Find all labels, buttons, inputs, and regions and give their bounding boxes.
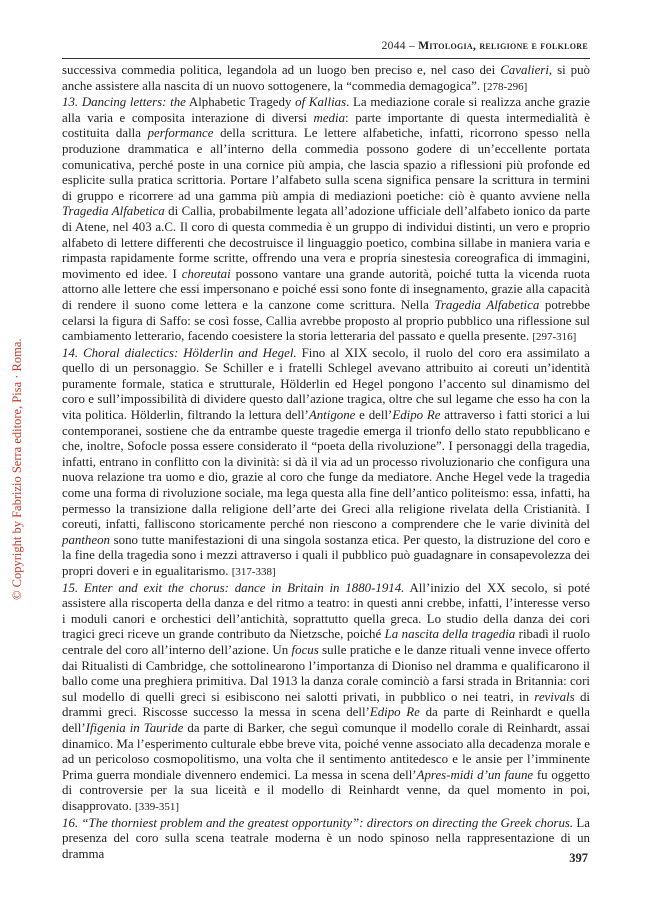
text-span: All’inizio del XX secolo, si poté assistere alla riscoperta della danza e del ritmo a teatro: in questi anni crebbe, infatti, l’interesse verso i moduli canori e orchestici dell’antichità, soprattutto quella greca. Lo studio della danza dei cori tragici greci riceve un grande contributo da Nietzsche, poiché	[62, 580, 590, 642]
text-span: fu oggetto di controversie per la sua liceità e il modello di Reinhardt venne, da quel momento in poi, disapprovato.	[62, 767, 590, 813]
paragraph-14	[62, 346, 590, 581]
italic-term: choreutai	[181, 266, 231, 281]
section-heading: 14. Choral dialectics: Hölderlin and Hegel.	[62, 345, 297, 360]
page-ref: [278-296]	[483, 80, 528, 93]
text-span: successiva commedia politica, legandola ad un luogo ben preciso e, nel caso dei	[62, 63, 501, 77]
section-heading: 16. “The thorniest problem and the greatest opportunity”: directors on directing the Greek chorus.	[62, 815, 574, 830]
section-heading: of Kallias	[295, 95, 347, 110]
header-section-title: Mitologia, religione e folklore	[418, 40, 588, 52]
copyright-notice: © Copyright by Fabrizio Serra editore, Pisa · Roma.	[10, 338, 24, 600]
text-span: di Callia, probabilmente legata all’adozione ufficiale dell’alfabeto ionico da parte di Atene, nel 403 a.C. Il coro di questa commedia è un gruppo di individui distinti, un vero e proprio alfabeto di lettere differenti che decostruisce il linguaggio poetico, combina sillabe in maniera varia e rimpasta rapidamente forme scritte, offrendo una vera e propria sinestesia coreografica di immagini, movimento ed idee. I	[62, 204, 590, 281]
italic-term: revivals	[534, 689, 575, 704]
section-heading: 15. Enter and exit the chorus: dance in Britain in 1880-1914.	[62, 580, 405, 595]
text-span: e dell’	[355, 408, 393, 423]
text-span: . La mediazione corale si realizza anche grazie alla varia e composita interazione di diversi	[62, 95, 590, 125]
italic-title: Edipo Re	[369, 705, 420, 720]
page-ref: [317-338]	[231, 566, 276, 578]
text-span: La presenza del coro sulla scena teatrale moderna è un nodo spinoso nella rappresentazione di un dramma	[62, 815, 590, 861]
text-span: potrebbe celarsi la figura di Saffo: se così fosse, Callia avrebbe proposto al proprio pubblico una riflessione sul cambiamento letterario, facendo coesistere la storia letteraria del passato e quella presente.	[62, 297, 591, 344]
italic-title: Apres-midi d’un faune	[416, 767, 534, 782]
section-heading: 13. Dancing letters: the	[62, 95, 186, 110]
text-span: sulle pratiche e le danze rituali venne invece offerto dai Ritualisti di Cambridge, che sottolinearono l’importanza di Dioniso nel dramma e qualificarono il ballo come una preghiera primitiva. Dal 1913 la danza corale cominciò a farsi strada in Britannia: cori sul modello di quelli greci si esibiscono nei salotti privati, in pubblico o nei teatri, in	[62, 642, 591, 704]
header-number: 2044	[381, 40, 406, 52]
text-span: ribadì il ruolo centrale del coro all’interno dell’azione. Un	[62, 627, 590, 657]
italic-term: focus	[291, 642, 319, 657]
text-span: Fino al XIX secolo, il ruolo del coro era assimilato a quello di un personaggio. Se Schiller e i fratelli Schlegel avevano attribuito ai coreuti un’identità puramente formale, statica e strutturale, Hölderlin ed Hegel pongono l’accento sul dinamismo del coro e sull’impossibilità di dividere questo dall’azione tragica, oltre che sul legame che esso ha con la vita politica. Hölderlin, filtrando la lettura dell’	[62, 345, 590, 423]
header-dash: –	[405, 40, 419, 52]
italic-title: Ifigenia in Tauride	[85, 720, 184, 735]
italic-title: Edipo Re	[392, 408, 441, 423]
section-heading-title: Alphabetic Tragedy	[185, 95, 296, 110]
text-span: : parte importante di questa intermedialità è costituita dalla	[62, 110, 590, 141]
text-span: da parte di Barker, che seguì comunque il modello corale di Reinhardt, assai dinamico. Ma l’esperimento culturale ebbe breve vita, poiché venne associato alla decadenza morale e ad un pericoloso cosmopolitismo, una volta che il sentimento antitedesco e le ansie per l’imminente Prima guerra mondiale divennero endemici. La messa in scena dell’	[62, 720, 590, 782]
italic-title: Tragedia Alfabetica	[62, 204, 165, 219]
italic-term: pantheon	[62, 532, 110, 547]
text-span: , si può anche assistere alla nascita di un nuovo sottogenere, la “commedia demagogica”.	[62, 63, 590, 93]
paragraph-13	[62, 95, 590, 346]
text-span: attraverso i fatti storici a lui contemporanei, sostiene che da entrambe queste tragedie emerga il trionfo dello stato repubblicano e che, inoltre, Sofocle possa essere considerato il “poeta della rivoluzione”. I personaggi della tragedia, infatti, entrano in conflitto con la divinità: si dà il via ad un processo rivoluzionario che configura una nuova relazione tra uomo e dio, grazie al coro che funge da mediatore. Anche Hegel vede la tragedia come una forma di rivoluzione sociale, ma lega questa alla fine dell’antico politeismo: essa, infatti, ha permesso la transizione dalla religione dell’arte dei Greci alla religione rivelata della Cristianità. I coreuti, infatti, falliscono storicamente perché non riescono a comprendere che le varie divinità del	[62, 408, 590, 532]
page-ref: [339-351]	[135, 800, 180, 813]
header-rule	[62, 58, 590, 59]
page-ref: [297-316]	[532, 331, 577, 344]
text-span: della scrittura. Le lettere alfabetiche, infatti, ricorrono spesso nella produzione drammatica e all’interno della commedia possono godere di un’eccellente portata comunicativa, perché poste in una cornice più ampia, che lascia spazio a riflessioni più profonde ed esplicite sulla pratica scrittoria. Portare l’alfabeto sulla scena significa pensare la scrittura in termini di gruppo e ricorrere ad una gamma più ampia di mediazioni poetiche: ciò è quanto avviene nella	[62, 126, 590, 203]
text-span: da parte di Reinhardt e quella dell’	[62, 705, 590, 735]
italic-term: media	[313, 110, 346, 125]
italic-title: Antigone	[308, 408, 356, 423]
paragraph-16	[62, 816, 590, 863]
text-span: di drammi greci. Riscosse successo la messa in scena dell’	[62, 689, 590, 720]
running-header	[382, 40, 588, 52]
italic-term: performance	[147, 126, 214, 141]
paragraph-15	[62, 581, 590, 816]
page-number: 397	[569, 851, 588, 865]
paragraph-12-end	[62, 63, 590, 95]
italic-title: Cavalieri	[500, 63, 549, 77]
italic-title: Tragedia Alfabetica	[434, 297, 540, 312]
italic-title: La nascita della tragedia	[384, 627, 516, 642]
text-span: sono tutte manifestazioni di una singola sostanza etica. Per questo, la distruzione del coro e la fine della tragedia sono i mezzi attraverso i quali il pubblico può guadagnare in consapevolezza dei propri doveri e in egualitarismo.	[62, 532, 590, 578]
text-span: possono vantare una grande autorità, poiché tutta la vicenda ruota attorno alle lettere che essi impersonano e poiché essi sono fonte di insegnamento, grazie alla capacità di rendere il suono come lettera e la canzone come scrittura. Nella	[62, 266, 590, 312]
